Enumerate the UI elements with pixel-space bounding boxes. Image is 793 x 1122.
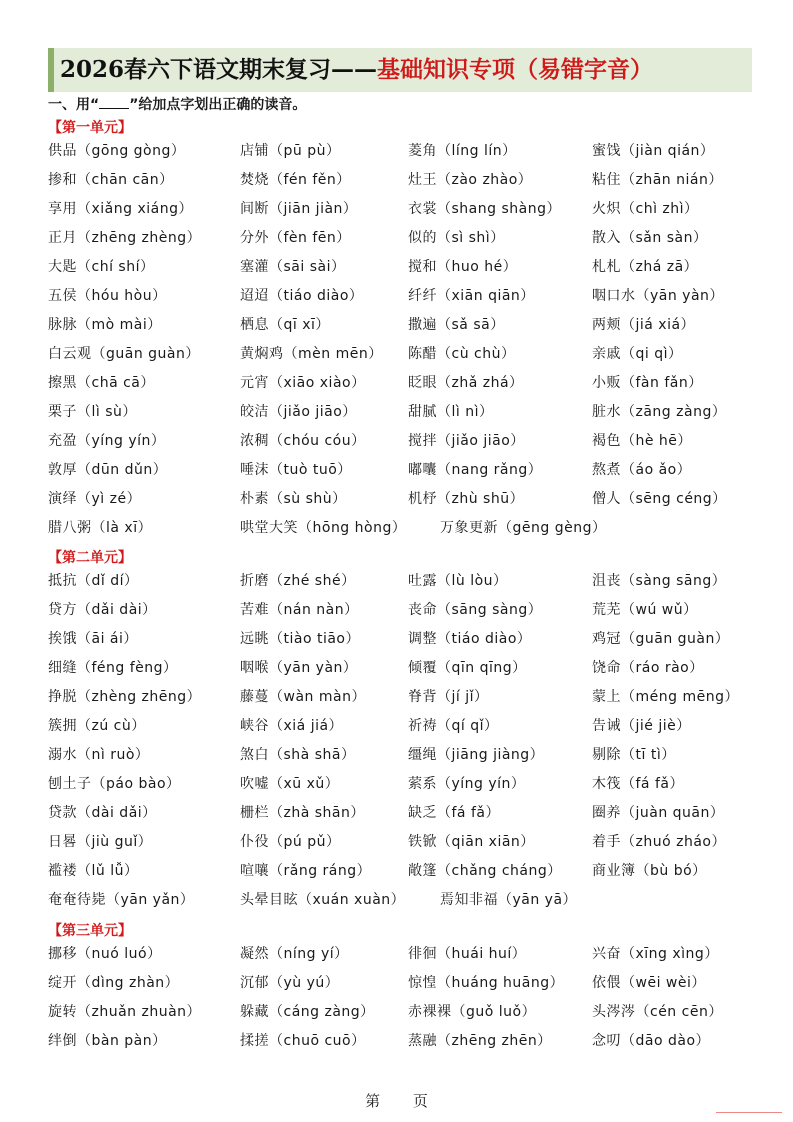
word-item: 萦系（yíng yín） — [408, 776, 526, 792]
word-item: 喧嚷（rǎng ráng） — [240, 863, 372, 879]
word-item: 脏水（zāng zàng） — [592, 404, 727, 420]
word-row — [48, 774, 768, 798]
word-row — [48, 745, 768, 769]
word-item: 眨眼（zhǎ zhá） — [408, 375, 524, 391]
word-item: 揉搓（chuō cuō） — [240, 1033, 366, 1049]
word-item: 木筏（fá fǎ） — [592, 776, 684, 792]
word-item: 敞篷（chǎng cháng） — [408, 863, 562, 879]
word-item: 黄焖鸡（mèn mēn） — [240, 346, 383, 362]
word-item: 擦黑（chā cā） — [48, 375, 155, 391]
word-row — [48, 286, 768, 310]
word-item: 远眺（tiào tiāo） — [240, 631, 360, 647]
word-item: 煞白（shà shā） — [240, 747, 356, 763]
word-item: 念叨（dāo dào） — [592, 1033, 711, 1049]
word-row — [48, 257, 768, 281]
word-item: 搅拌（jiǎo jiāo） — [408, 433, 525, 449]
word-item: 焉知非福（yān yā） — [440, 892, 578, 908]
underline-blank — [99, 97, 129, 109]
word-row — [48, 803, 768, 827]
word-item: 唾沫（tuò tuō） — [240, 462, 352, 478]
word-item: 散入（sǎn sàn） — [592, 230, 708, 246]
word-item: 迢迢（tiáo diào） — [240, 288, 364, 304]
word-item: 亲戚（qi qì） — [592, 346, 683, 362]
word-item: 咽口水（yān yàn） — [592, 288, 724, 304]
word-item: 折磨（zhé shé） — [240, 573, 356, 589]
word-row — [48, 199, 768, 223]
word-item: 大匙（chí shí） — [48, 259, 155, 275]
word-item: 缺乏（fá fǎ） — [408, 805, 500, 821]
word-item: 万象更新（gēng gèng） — [440, 520, 607, 536]
word-row — [48, 629, 768, 653]
word-row — [48, 141, 768, 165]
word-item: 间断（jiān jiàn） — [240, 201, 358, 217]
word-item: 商业簿（bù bó） — [592, 863, 707, 879]
word-row — [48, 1031, 768, 1055]
word-item: 灶王（zào zhào） — [408, 172, 533, 188]
footer-rule — [716, 1112, 782, 1113]
footer-right: 页 — [412, 1092, 428, 1110]
word-item: 旋转（zhuǎn zhuàn） — [48, 1004, 202, 1020]
word-item: 告诫（jié jiè） — [592, 718, 691, 734]
word-item: 赤裸裸（guǒ luǒ） — [408, 1004, 537, 1020]
word-item: 仆役（pú pǔ） — [240, 834, 341, 850]
word-row — [48, 658, 768, 682]
word-row — [48, 832, 768, 856]
word-item: 蒙上（méng mēng） — [592, 689, 739, 705]
word-row — [48, 716, 768, 740]
word-row — [48, 460, 768, 484]
word-item: 享用（xiǎng xiáng） — [48, 201, 193, 217]
word-item: 栅栏（zhà shān） — [240, 805, 365, 821]
word-item: 五侯（hóu hòu） — [48, 288, 167, 304]
word-item: 机杼（zhù shū） — [408, 491, 525, 507]
word-item: 藤蔓（wàn màn） — [240, 689, 366, 705]
word-item: 白云观（guān guàn） — [48, 346, 200, 362]
word-row — [48, 571, 768, 595]
word-item: 脉脉（mò mài） — [48, 317, 162, 333]
unit-heading: 【第三单元】 — [48, 923, 132, 939]
title-black: 2026春六下语文期末复习—— — [60, 56, 378, 83]
word-row — [48, 344, 768, 368]
word-item: 倾覆（qīn qīng） — [408, 660, 527, 676]
word-item: 抵抗（dǐ dí） — [48, 573, 139, 589]
word-item: 敦厚（dūn dǔn） — [48, 462, 168, 478]
word-item: 店铺（pū pù） — [240, 143, 341, 159]
word-row — [48, 373, 768, 397]
word-item: 塞灌（sāi sài） — [240, 259, 346, 275]
word-item: 躲藏（cáng zàng） — [240, 1004, 375, 1020]
page-footer — [0, 1090, 793, 1111]
word-row — [48, 861, 768, 885]
word-item: 供品（gōng gòng） — [48, 143, 186, 159]
footer-left: 第 — [365, 1092, 381, 1110]
word-item: 细缝（féng fèng） — [48, 660, 178, 676]
word-item: 剔除（tī tì） — [592, 747, 676, 763]
word-item: 调整（tiáo diào） — [408, 631, 532, 647]
word-item: 徘徊（huái huí） — [408, 946, 527, 962]
word-item: 依偎（wēi wèi） — [592, 975, 706, 991]
word-item: 惊惶（huáng huāng） — [408, 975, 565, 991]
word-row — [48, 890, 768, 914]
instruction-post: ”给加点字划出正确的读音。 — [129, 97, 307, 113]
word-item: 溺水（nì ruò） — [48, 747, 150, 763]
word-row — [48, 600, 768, 624]
word-item: 栖息（qī xī） — [240, 317, 330, 333]
word-item: 札札（zhá zā） — [592, 259, 699, 275]
word-item: 菱角（líng lín） — [408, 143, 517, 159]
word-item: 小贩（fàn fǎn） — [592, 375, 703, 391]
word-row — [48, 944, 768, 968]
word-row — [48, 1002, 768, 1026]
word-item: 刨土子（páo bào） — [48, 776, 181, 792]
word-row — [48, 687, 768, 711]
word-item: 焚烧（fén fěn） — [240, 172, 351, 188]
unit-heading: 【第一单元】 — [48, 120, 132, 136]
word-item: 腊八粥（là xī） — [48, 520, 153, 536]
word-item: 兴奋（xīng xìng） — [592, 946, 719, 962]
word-item: 头涔涔（cén cēn） — [592, 1004, 723, 1020]
word-item: 着手（zhuó zháo） — [592, 834, 726, 850]
word-item: 栗子（lì sù） — [48, 404, 137, 420]
word-row — [48, 973, 768, 997]
word-item: 两颊（jiá xiá） — [592, 317, 696, 333]
word-item: 甜腻（lì nì） — [408, 404, 494, 420]
word-item: 奄奄待毙（yān yǎn） — [48, 892, 195, 908]
word-item: 圈养（juàn quān） — [592, 805, 725, 821]
word-item: 熬煮（áo ǎo） — [592, 462, 692, 478]
word-item: 衣裳（shang shàng） — [408, 201, 561, 217]
word-item: 僧人（sēng céng） — [592, 491, 727, 507]
word-item: 祈祷（qí qǐ） — [408, 718, 499, 734]
word-item: 正月（zhēng zhèng） — [48, 230, 202, 246]
word-item: 荒芜（wú wǔ） — [592, 602, 698, 618]
word-item: 嘟囔（nang rǎng） — [408, 462, 543, 478]
word-item: 沉郁（yù yú） — [240, 975, 340, 991]
word-item: 搅和（huo hé） — [408, 259, 518, 275]
word-item: 蒸融（zhēng zhēn） — [408, 1033, 552, 1049]
word-row — [48, 228, 768, 252]
word-item: 挨饿（āi ái） — [48, 631, 138, 647]
instruction — [48, 96, 306, 114]
word-item: 褐色（hè hē） — [592, 433, 692, 449]
word-item: 沮丧（sàng sāng） — [592, 573, 727, 589]
word-row — [48, 315, 768, 339]
word-item: 峡谷（xiá jiá） — [240, 718, 344, 734]
word-item: 头晕目眩（xuán xuàn） — [240, 892, 406, 908]
word-item: 吐露（lù lòu） — [408, 573, 508, 589]
word-item: 贷款（dài dǎi） — [48, 805, 157, 821]
word-row — [48, 489, 768, 513]
word-item: 元宵（xiāo xiào） — [240, 375, 366, 391]
word-row — [48, 431, 768, 455]
word-item: 饶命（ráo rào） — [592, 660, 704, 676]
title-red: 基础知识专项（易错字音） — [377, 56, 654, 83]
word-item: 皎洁（jiǎo jiāo） — [240, 404, 357, 420]
word-row — [48, 402, 768, 426]
word-item: 分外（fèn fēn） — [240, 230, 351, 246]
word-item: 纤纤（xiān qiān） — [408, 288, 535, 304]
word-item: 挪移（nuó luó） — [48, 946, 162, 962]
word-item: 似的（sì shì） — [408, 230, 505, 246]
word-item: 陈醋（cù chù） — [408, 346, 516, 362]
word-item: 演绎（yì zé） — [48, 491, 142, 507]
instruction-pre: 一、用“ — [48, 97, 100, 113]
word-item: 丧命（sāng sàng） — [408, 602, 543, 618]
word-item: 吹嘘（xū xǔ） — [240, 776, 340, 792]
word-row — [48, 170, 768, 194]
word-item: 凝然（níng yí） — [240, 946, 349, 962]
word-item: 充盈（yíng yín） — [48, 433, 166, 449]
word-item: 掺和（chān cān） — [48, 172, 174, 188]
word-item: 火炽（chì zhì） — [592, 201, 699, 217]
word-item: 缰绳（jiāng jiàng） — [408, 747, 545, 763]
word-item: 绽开（dìng zhàn） — [48, 975, 180, 991]
word-item: 撒遍（sǎ sā） — [408, 317, 505, 333]
word-row — [48, 518, 768, 542]
title-banner — [48, 48, 752, 92]
word-item: 铁锨（qiān xiān） — [408, 834, 535, 850]
word-item: 脊背（jí jǐ） — [408, 689, 489, 705]
word-item: 蜜饯（jiàn qián） — [592, 143, 715, 159]
unit-heading: 【第二单元】 — [48, 550, 132, 566]
word-item: 日晷（jiù guǐ） — [48, 834, 153, 850]
word-item: 褴褛（lǔ lǚ） — [48, 863, 139, 879]
word-item: 簇拥（zú cù） — [48, 718, 146, 734]
word-item: 贷方（dǎi dài） — [48, 602, 157, 618]
word-item: 哄堂大笑（hōng hòng） — [240, 520, 407, 536]
word-item: 朴素（sù shù） — [240, 491, 347, 507]
word-item: 咽喉（yān yàn） — [240, 660, 358, 676]
word-item: 浓稠（chóu cóu） — [240, 433, 366, 449]
word-item: 挣脱（zhèng zhēng） — [48, 689, 202, 705]
word-item: 粘住（zhān nián） — [592, 172, 723, 188]
word-item: 苦难（nán nàn） — [240, 602, 359, 618]
word-item: 绊倒（bàn pàn） — [48, 1033, 167, 1049]
word-item: 鸡冠（guān guàn） — [592, 631, 730, 647]
